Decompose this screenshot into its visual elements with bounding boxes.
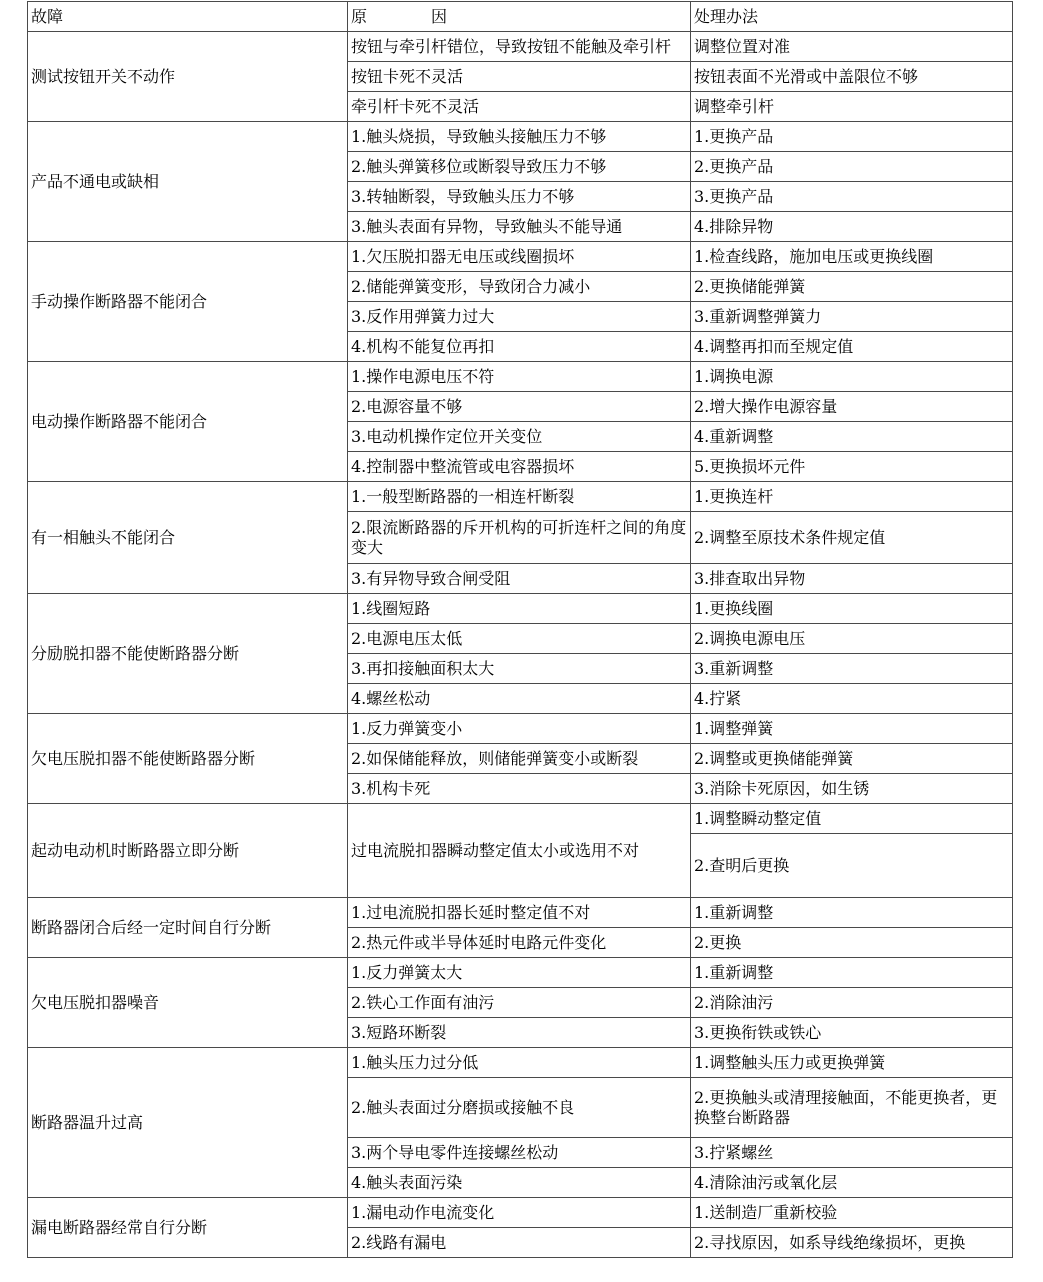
solution-cell: 2.更换触头或清理接触面，不能更换者，更换整台断路器 [691, 1078, 1013, 1138]
fault-cell: 测试按钮开关不动作 [28, 32, 348, 122]
fault-cell: 电动操作断路器不能闭合 [28, 362, 348, 482]
solution-cell: 1.调整触头压力或更换弹簧 [691, 1048, 1013, 1078]
fault-cell: 欠电压脱扣器噪音 [28, 958, 348, 1048]
cause-cell: 2.触头表面过分磨损或接触不良 [348, 1078, 691, 1138]
cause-cell: 按钮与牵引杆错位，导致按钮不能触及牵引杆 [348, 32, 691, 62]
solution-cell: 3.更换产品 [691, 182, 1013, 212]
solution-cell: 1.调换电源 [691, 362, 1013, 392]
cause-cell: 1.欠压脱扣器无电压或线圈损坏 [348, 242, 691, 272]
fault-cell: 断路器闭合后经一定时间自行分断 [28, 898, 348, 958]
fault-cell: 有一相触头不能闭合 [28, 482, 348, 594]
table-row [28, 362, 1013, 392]
cause-cell: 2.触头弹簧移位或断裂导致压力不够 [348, 152, 691, 182]
fault-cell: 手动操作断路器不能闭合 [28, 242, 348, 362]
solution-cell: 3.重新调整 [691, 654, 1013, 684]
cause-cell: 1.反力弹簧变小 [348, 714, 691, 744]
fault-cell: 欠电压脱扣器不能使断路器分断 [28, 714, 348, 804]
cause-cell: 2.电源容量不够 [348, 392, 691, 422]
cause-cell: 2.铁心工作面有油污 [348, 988, 691, 1018]
header-cause: 原 因 [348, 2, 691, 32]
solution-cell: 4.排除异物 [691, 212, 1013, 242]
cause-cell: 1.操作电源电压不符 [348, 362, 691, 392]
cause-cell: 3.反作用弹簧力过大 [348, 302, 691, 332]
solution-cell: 1.更换产品 [691, 122, 1013, 152]
fault-cell: 起动电动机时断路器立即分断 [28, 804, 348, 898]
solution-cell: 5.更换损坏元件 [691, 452, 1013, 482]
cause-cell: 按钮卡死不灵活 [348, 62, 691, 92]
solution-cell: 1.重新调整 [691, 958, 1013, 988]
table-body [28, 32, 1013, 1258]
cause-cell: 3.电动机操作定位开关变位 [348, 422, 691, 452]
solution-cell: 1.更换线圈 [691, 594, 1013, 624]
cause-cell: 4.控制器中整流管或电容器损坏 [348, 452, 691, 482]
cause-cell: 3.机构卡死 [348, 774, 691, 804]
cause-cell: 4.螺丝松动 [348, 684, 691, 714]
cause-cell: 2.电源电压太低 [348, 624, 691, 654]
cause-cell: 1.漏电动作电流变化 [348, 1198, 691, 1228]
cause-cell: 过电流脱扣器瞬动整定值太小或选用不对 [348, 804, 691, 898]
solution-cell: 2.增大操作电源容量 [691, 392, 1013, 422]
cause-cell: 1.过电流脱扣器长延时整定值不对 [348, 898, 691, 928]
cause-cell: 1.触头烧损，导致触头接触压力不够 [348, 122, 691, 152]
cause-cell: 3.触头表面有异物，导致触头不能导通 [348, 212, 691, 242]
solution-cell: 1.检查线路，施加电压或更换线圈 [691, 242, 1013, 272]
solution-cell: 2.调换电源电压 [691, 624, 1013, 654]
cause-cell: 牵引杆卡死不灵活 [348, 92, 691, 122]
table-row [28, 482, 1013, 512]
table-row [28, 714, 1013, 744]
table-header [28, 2, 1013, 32]
fault-cell: 断路器温升过高 [28, 1048, 348, 1198]
solution-cell: 1.调整弹簧 [691, 714, 1013, 744]
table-row [28, 594, 1013, 624]
solution-cell: 2.调整至原技术条件规定值 [691, 512, 1013, 564]
fault-cell: 漏电断路器经常自行分断 [28, 1198, 348, 1258]
cause-cell: 3.两个导电零件连接螺丝松动 [348, 1138, 691, 1168]
cause-cell: 1.线圈短路 [348, 594, 691, 624]
header-row [28, 2, 1013, 32]
solution-cell: 2.查明后更换 [691, 834, 1013, 898]
solution-cell: 3.消除卡死原因，如生锈 [691, 774, 1013, 804]
solution-cell: 3.拧紧螺丝 [691, 1138, 1013, 1168]
cause-cell: 3.再扣接触面积太大 [348, 654, 691, 684]
solution-cell: 2.更换产品 [691, 152, 1013, 182]
solution-cell: 调整牵引杆 [691, 92, 1013, 122]
cause-cell: 3.短路环断裂 [348, 1018, 691, 1048]
table-row [28, 122, 1013, 152]
table-row [28, 1198, 1013, 1228]
solution-cell: 2.寻找原因，如系导线绝缘损坏，更换 [691, 1228, 1013, 1258]
solution-cell: 调整位置对准 [691, 32, 1013, 62]
table-row [28, 804, 1013, 834]
cause-cell: 2.如保储能释放，则储能弹簧变小或断裂 [348, 744, 691, 774]
solution-cell: 2.更换储能弹簧 [691, 272, 1013, 302]
table-row [28, 32, 1013, 62]
solution-cell: 1.调整瞬动整定值 [691, 804, 1013, 834]
solution-cell: 4.清除油污或氧化层 [691, 1168, 1013, 1198]
solution-cell: 4.调整再扣而至规定值 [691, 332, 1013, 362]
cause-cell: 3.有异物导致合闸受阻 [348, 564, 691, 594]
solution-cell: 4.拧紧 [691, 684, 1013, 714]
table-row [28, 958, 1013, 988]
solution-cell: 2.调整或更换储能弹簧 [691, 744, 1013, 774]
cause-cell: 1.反力弹簧太大 [348, 958, 691, 988]
solution-cell: 3.重新调整弹簧力 [691, 302, 1013, 332]
cause-cell: 4.触头表面污染 [348, 1168, 691, 1198]
solution-cell: 3.排查取出异物 [691, 564, 1013, 594]
table-row [28, 898, 1013, 928]
solution-cell: 2.消除油污 [691, 988, 1013, 1018]
cause-cell: 2.热元件或半导体延时电路元件变化 [348, 928, 691, 958]
cause-cell: 1.一般型断路器的一相连杆断裂 [348, 482, 691, 512]
cause-cell: 2.线路有漏电 [348, 1228, 691, 1258]
table-row [28, 242, 1013, 272]
solution-cell: 1.更换连杆 [691, 482, 1013, 512]
cause-cell: 4.机构不能复位再扣 [348, 332, 691, 362]
cause-cell: 3.转轴断裂，导致触头压力不够 [348, 182, 691, 212]
cause-cell: 1.触头压力过分低 [348, 1048, 691, 1078]
fault-troubleshooting-table [27, 1, 1013, 1258]
cause-cell: 2.限流断路器的斥开机构的可折连杆之间的角度变大 [348, 512, 691, 564]
solution-cell: 1.重新调整 [691, 898, 1013, 928]
solution-cell: 按钮表面不光滑或中盖限位不够 [691, 62, 1013, 92]
cause-cell: 2.储能弹簧变形，导致闭合力减小 [348, 272, 691, 302]
header-fault: 故障 [28, 2, 348, 32]
solution-cell: 3.更换衔铁或铁心 [691, 1018, 1013, 1048]
header-solution: 处理办法 [691, 2, 1013, 32]
solution-cell: 2.更换 [691, 928, 1013, 958]
fault-cell: 产品不通电或缺相 [28, 122, 348, 242]
solution-cell: 4.重新调整 [691, 422, 1013, 452]
solution-cell: 1.送制造厂重新校验 [691, 1198, 1013, 1228]
table-row [28, 1048, 1013, 1078]
fault-cell: 分励脱扣器不能使断路器分断 [28, 594, 348, 714]
